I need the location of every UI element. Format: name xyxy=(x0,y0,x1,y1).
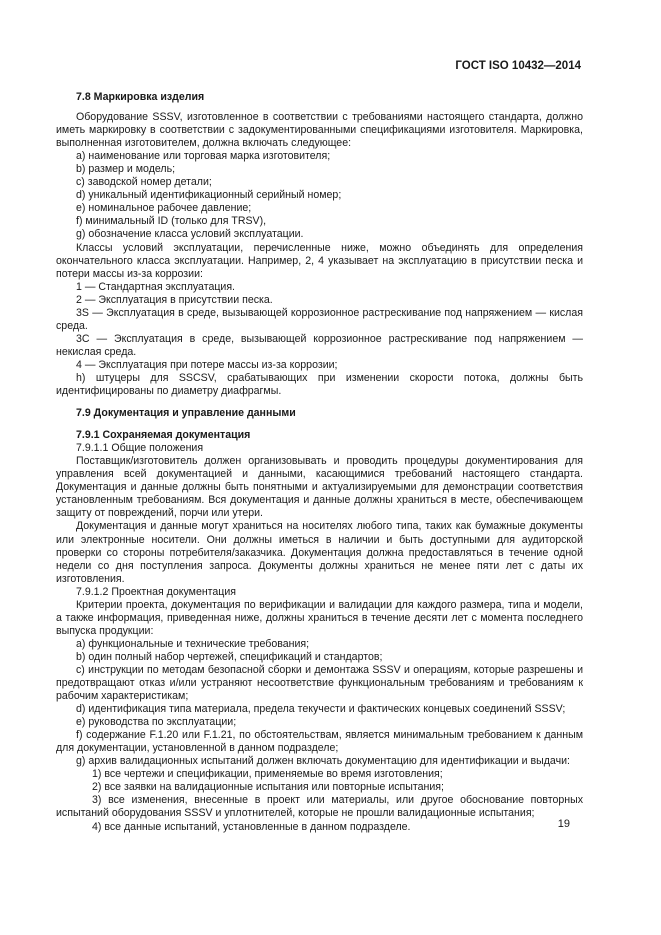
paragraph: Оборудование SSSV, изготовленное в соответствии с требованиями настоящего стандарта, должно иметь маркировку в соответствии с задокументированными спецификациями изготовителя. Маркировка, выполненная изготовителем, должна включать следующее: xyxy=(56,111,583,150)
page-number: 19 xyxy=(557,818,570,830)
list-item: g) архив валидационных испытаний должен включать документацию для идентификации и выдачи: xyxy=(76,755,570,768)
standard-header: ГОСТ ISO 10432—2014 xyxy=(455,60,581,72)
list-item: h) штуцеры для SSCSV, срабатывающих при изменении скорости потока, должны быть идентифицированы по диаметру диафрагмы. xyxy=(56,371,583,398)
list-item: f) содержание F.1.20 или F.1.21, по обстоятельствам, является минимальным требованием к данным для документации, установленной в данном подразделе; xyxy=(56,729,583,755)
service-class-item: 4 — Эксплуатация при потере массы из-за коррозии; xyxy=(76,358,338,371)
service-class-item: 2 — Эксплуатация в присутствии песка. xyxy=(76,293,273,306)
service-class-item: 3S — Эксплуатация в среде, вызывающей коррозионное растрескивание под напряжением — кислая среда. xyxy=(56,306,583,332)
list-item: а) функциональные и технические требования; xyxy=(76,637,310,650)
paragraph: Документация и данные могут храниться на носителях любого типа, таких как бумажные документы или электронные носители. Они должны иметься в наличии и быть доступными для аудиторской проверки со стороны потребителя/заказчика. Документация должна предоставляться в течение одной недели со дня поступления запроса. Документы должны храниться не менее пяти лет с даты их изготовления. xyxy=(56,520,583,585)
subsection-heading-7-9-1: 7.9.1 Сохраняемая документация xyxy=(76,429,251,442)
sub-list-item: 1) все чертежи и спецификации, применяемые во время изготовления; xyxy=(92,768,443,781)
sub-list-item: 4) все данные испытаний, установленные в данном подразделе. xyxy=(92,820,411,833)
list-item: b) размер и модель; xyxy=(76,163,176,176)
document-body xyxy=(56,91,583,834)
paragraph: Классы условий эксплуатации, перечисленные ниже, можно объединять для определения окончательного класса эксплуатации. Например, 2, 4 указывает на эксплуатацию в присутствии песка и потери массы из-за коррозии: xyxy=(56,241,583,280)
paragraph: Критерии проекта, документация по верификации и валидации для каждого размера, типа и модели, а также информация, приведенная ниже, должны храниться в течение десяти лет с момента последнего выпуска продукции: xyxy=(56,598,583,637)
section-heading-7-8: 7.8 Маркировка изделия xyxy=(76,91,205,103)
section-heading-7-9: 7.9 Документация и управление данными xyxy=(76,407,296,420)
sub-list-item: 3) все изменения, внесенные в проект или материалы, или другое обоснование повторных испытаний оборудования SSSV и уплотнителей, которые не прошли валидационные испытания; xyxy=(56,794,583,820)
list-item: d) идентификация типа материала, предела текучести и фактических концевых соединений SSSV; xyxy=(76,703,566,716)
list-item: е) руководства по эксплуатации; xyxy=(76,716,237,729)
list-item: с) заводской номер детали; xyxy=(76,176,212,189)
list-item: b) один полный набор чертежей, спецификаций и стандартов; xyxy=(76,650,383,663)
sub-list-item: 2) все заявки на валидационные испытания или повторные испытания; xyxy=(92,781,444,794)
list-item: f) минимальный ID (только для TRSV), xyxy=(76,215,267,228)
paragraph: Поставщик/изготовитель должен организовывать и проводить процедуры документирования для управления всей документацией и данными, касающимися требований настоящего стандарта. Документация и данные должны быть понятными и актуализируемыми для демонстрации соответствия установленным требованиям. Вся документация и данные должны храниться в месте, обеспечивающем защиту от повреждений, порчи или утери. xyxy=(56,455,583,520)
list-item: d) уникальный идентификационный серийный номер; xyxy=(76,189,342,202)
list-item: е) номинальное рабочее давление; xyxy=(76,202,252,215)
list-item: а) наименование или торговая марка изготовителя; xyxy=(76,150,331,163)
subsection-title: 7.9.1.1 Общие положения xyxy=(76,442,204,455)
list-item: с) инструкции по методам безопасной сборки и демонтажа SSSV и операциям, которые разрешены и предотвращают отказ и/или устраняют несоответствие функциональным требованиям и требованиям к рабочим характеристикам; xyxy=(56,663,583,703)
service-class-item: 3С — Эксплуатация в среде, вызывающей коррозионное растрескивание под напряжением — некислая среда. xyxy=(56,332,583,358)
subsection-title: 7.9.1.2 Проектная документация xyxy=(76,585,237,598)
list-item: g) обозначение класса условий эксплуатации. xyxy=(76,228,304,241)
service-class-item: 1 — Стандартная эксплуатация. xyxy=(76,280,236,293)
